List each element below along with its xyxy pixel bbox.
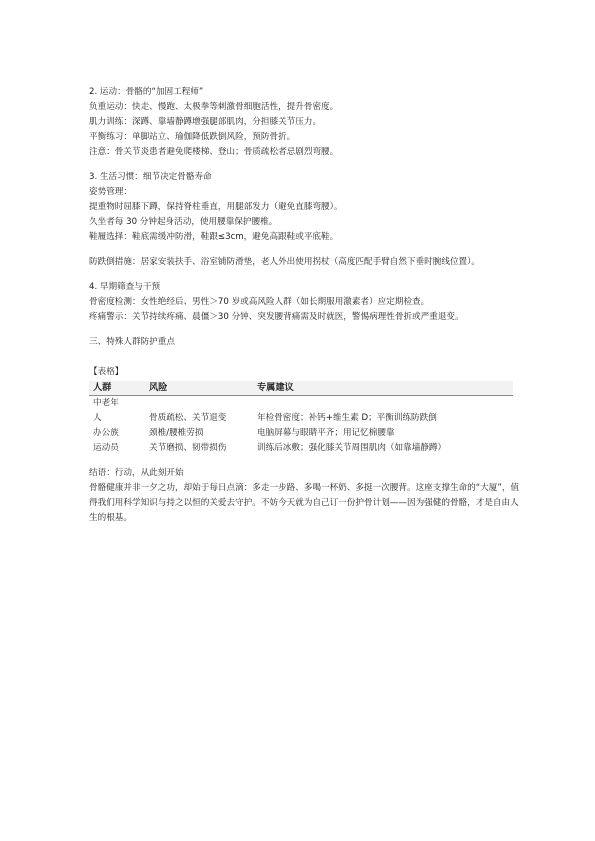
document-page	[89, 85, 521, 526]
table-row	[89, 441, 513, 456]
section-3-line: 姿势管理：	[89, 187, 132, 197]
table-cell-group: 办公族	[93, 428, 119, 438]
density-check-paragraph: 骨密度检测：女性绝经后、男性＞70 岁或高风险人群（如长期服用激素者）应定期检查。	[89, 297, 430, 307]
special-groups-table	[89, 381, 513, 456]
table-cell-risk: 骨质疏松、关节退变	[149, 413, 227, 423]
table-row	[89, 426, 513, 441]
table-header-risk: 风险	[145, 381, 253, 396]
table-label: 【表格】	[89, 367, 124, 377]
section-3-line: 提重物时屈膝下蹲，保持脊柱垂直，用腿部发力（避免直膝弯腰）。	[89, 202, 343, 212]
table-cell-advice: 训练后冰敷；强化膝关节周围肌肉（如靠墙静蹲）	[257, 443, 447, 453]
table-cell-group: 人	[93, 413, 102, 423]
section-2-line: 肌力训练：深蹲、靠墙静蹲增强腿部肌肉，分担膝关节压力。	[89, 117, 322, 127]
section-2-heading: 2. 运动：骨骼的“加固工程师”	[89, 87, 204, 97]
part-3-heading: 三、特殊人群防护重点	[89, 337, 175, 347]
table-cell-risk: 颈椎/腰椎劳损	[149, 428, 204, 438]
pain-alert-paragraph: 疼痛警示：关节持续疼痛、晨僵＞30 分钟、突发腰背痛需及时就医，警惕病理性骨折或严重退变。	[89, 312, 464, 322]
section-3-line: 久坐者每 30 分钟起身活动，使用腰靠保护腰椎。	[89, 217, 278, 227]
table-row	[89, 411, 513, 426]
section-2-line: 注意：骨关节炎患者避免爬楼梯、登山；骨质疏松者忌剧烈弯腰。	[89, 147, 339, 157]
section-4-heading: 4. 早期筛查与干预	[89, 282, 161, 292]
section-3-line: 鞋履选择：鞋底需缓冲防滑，鞋跟≤3cm，避免高跟鞋或平底鞋。	[89, 232, 339, 242]
table-header-advice: 专属建议	[253, 381, 513, 396]
conclusion-heading: 结语：行动，从此刻开始	[89, 468, 184, 478]
section-2-line: 平衡练习：单脚站立、瑜伽降低跌倒风险，预防骨折。	[89, 132, 296, 142]
table-row	[89, 396, 513, 412]
table-header-row	[89, 381, 513, 396]
fall-prevention-paragraph: 防跌倒措施：居家安装扶手、浴室铺防滑垫，老人外出使用拐杖（高度匹配手臂自然下垂时腕线位置）。	[89, 257, 481, 267]
table-cell-group: 中老年	[93, 398, 119, 408]
conclusion-body: 骨骼健康并非一夕之功，却始于每日点滴：多走一步路、多喝一杯奶、多挺一次腰背。这座支撑生命的“大厦”，值得我们用科学知识与持之以恒的关爱去守护。不妨今天就为自己订一份护骨计划——因为强健的骨骼，才是自由人生的根基。	[89, 483, 520, 523]
table-header-group: 人群	[89, 381, 145, 396]
table-cell-advice: 年检骨密度；补钙+维生素 D；平衡训练防跌倒	[257, 413, 437, 423]
section-2-line: 负重运动：快走、慢跑、太极拳等刺激骨细胞活性，提升骨密度。	[89, 102, 339, 112]
table-cell-advice: 电脑屏幕与眼睛平齐；用记忆棉腰靠	[257, 428, 395, 438]
table-cell-risk: 关节磨损、韧带损伤	[149, 443, 227, 453]
table-cell-risk	[145, 396, 253, 412]
table-cell-group: 运动员	[93, 443, 119, 453]
section-3-heading: 3. 生活习惯：细节决定骨骼寿命	[89, 172, 212, 182]
table-cell-advice	[253, 396, 513, 412]
